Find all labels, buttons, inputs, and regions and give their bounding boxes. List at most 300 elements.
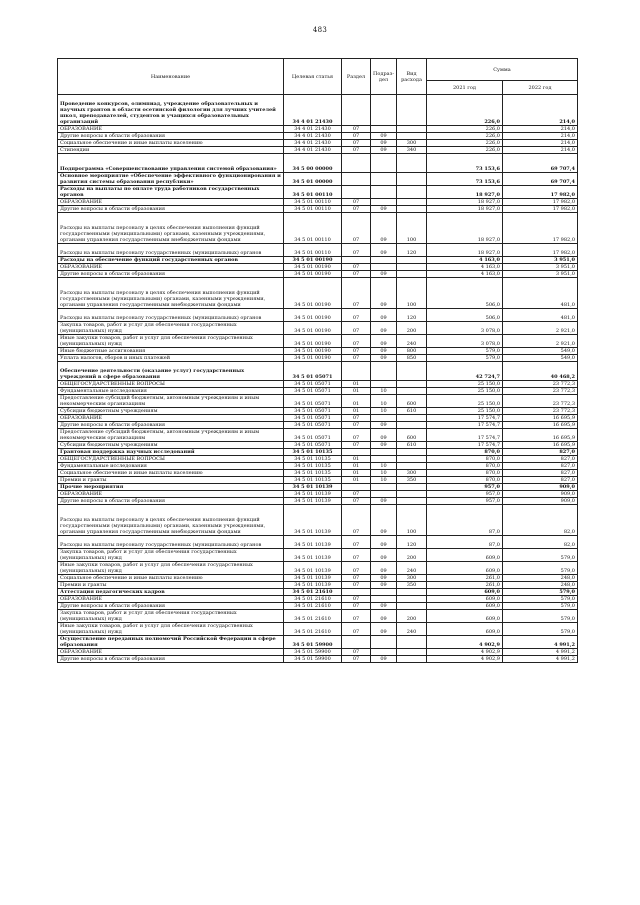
- cell-2022: 40 468,2: [503, 362, 578, 381]
- table-row: [58, 491, 578, 498]
- table-row: [58, 264, 578, 271]
- table-row: [58, 610, 578, 623]
- cell-section: 07: [342, 582, 371, 589]
- cell-2022: 16 695,9: [503, 442, 578, 449]
- cell-subsection: 09: [371, 271, 397, 278]
- cell-2021: 4 163,0: [427, 257, 503, 264]
- cell-subsection: 10: [371, 470, 397, 477]
- cell-target: 34 5 01 05071: [284, 429, 342, 442]
- cell-2022: 248,0: [503, 575, 578, 582]
- cell-expense-type: 100: [397, 505, 427, 536]
- table-row: [58, 422, 578, 429]
- cell-subsection: [371, 636, 397, 649]
- cell-expense-type: 100: [397, 213, 427, 244]
- cell-2022: 827,0: [503, 449, 578, 456]
- cell-subsection: 09: [371, 536, 397, 549]
- cell-name: Закупка товаров, работ и услуг для обеспечения государственных (муниципальных) нужд: [58, 549, 284, 562]
- cell-name: Иные закупки товаров, работ и услуг для обеспечения государственных (муниципальных) нужд: [58, 623, 284, 636]
- cell-target: 34 5 01 00190: [284, 335, 342, 348]
- cell-subsection: [371, 154, 397, 173]
- cell-expense-type: 120: [397, 536, 427, 549]
- cell-subsection: 09: [371, 562, 397, 575]
- cell-name: Другие вопросы в области образования: [58, 271, 284, 278]
- cell-2021: 87,0: [427, 536, 503, 549]
- cell-expense-type: [397, 463, 427, 470]
- cell-name: Расходы на обеспечение функций государственных органов: [58, 257, 284, 264]
- cell-target: 34 5 01 00110: [284, 199, 342, 206]
- header-subsection: Подраз-дел: [371, 59, 397, 95]
- cell-name: ОБРАЗОВАНИЕ: [58, 649, 284, 656]
- cell-subsection: [371, 456, 397, 463]
- cell-expense-type: [397, 456, 427, 463]
- cell-name: Расходы на выплаты персоналу государственных (муниципальных) органов: [58, 244, 284, 257]
- cell-target: 34 5 01 10135: [284, 449, 342, 456]
- cell-name: ОБЩЕГОСУДАРСТВЕННЫЕ ВОПРОСЫ: [58, 456, 284, 463]
- cell-section: 07: [342, 348, 371, 355]
- cell-expense-type: [397, 186, 427, 199]
- cell-subsection: [371, 649, 397, 656]
- cell-2022: 549,0: [503, 355, 578, 362]
- cell-name: Другие вопросы в области образования: [58, 656, 284, 663]
- cell-target: 34 5 01 59900: [284, 636, 342, 649]
- cell-name: Основное мероприятие «Обеспечение эффективного функционирования и развития системы образования республики»: [58, 173, 284, 186]
- cell-2021: 609,0: [427, 562, 503, 575]
- cell-expense-type: 610: [397, 408, 427, 415]
- cell-expense-type: 340: [397, 147, 427, 154]
- cell-2021: 3 078,0: [427, 322, 503, 335]
- cell-2021: 226,0: [427, 126, 503, 133]
- table-row: [58, 656, 578, 663]
- cell-target: 34 5 01 21610: [284, 596, 342, 603]
- cell-subsection: 09: [371, 213, 397, 244]
- table-row: [58, 477, 578, 484]
- cell-2022: 827,0: [503, 470, 578, 477]
- cell-2021: 3 078,0: [427, 335, 503, 348]
- table-row: [58, 140, 578, 147]
- cell-section: 01: [342, 408, 371, 415]
- cell-2022: 481,0: [503, 309, 578, 322]
- header-year-2021: 2021 год: [427, 81, 503, 95]
- cell-expense-type: 850: [397, 355, 427, 362]
- cell-expense-type: [397, 173, 427, 186]
- cell-section: 07: [342, 603, 371, 610]
- cell-target: 34 5 01 10139: [284, 491, 342, 498]
- cell-2021: 609,0: [427, 610, 503, 623]
- cell-name: Расходы на выплаты персоналу государственных (муниципальных) органов: [58, 536, 284, 549]
- cell-expense-type: 200: [397, 322, 427, 335]
- table-row: [58, 589, 578, 596]
- cell-2022: 214,0: [503, 126, 578, 133]
- cell-section: 07: [342, 562, 371, 575]
- cell-subsection: 09: [371, 656, 397, 663]
- cell-2022: 248,0: [503, 582, 578, 589]
- cell-expense-type: [397, 491, 427, 498]
- cell-2021: 579,0: [427, 355, 503, 362]
- cell-section: 07: [342, 140, 371, 147]
- cell-section: 01: [342, 470, 371, 477]
- table-row: [58, 449, 578, 456]
- cell-2021: 87,0: [427, 505, 503, 536]
- cell-name: Другие вопросы в области образования: [58, 206, 284, 213]
- cell-name: Проведение конкурсов, олимпиад, учреждение образовательных и научных грантов в области осетинской филологии для лучших учителей школ, преподавателей, студентов и учащихся образовательных организаций: [58, 95, 284, 126]
- cell-subsection: 10: [371, 395, 397, 408]
- cell-name: Социальное обеспечение и иные выплаты населению: [58, 470, 284, 477]
- cell-target: 34 5 01 10139: [284, 549, 342, 562]
- cell-subsection: 09: [371, 582, 397, 589]
- cell-2022: 909,0: [503, 498, 578, 505]
- cell-2022: 579,0: [503, 562, 578, 575]
- cell-name: ОБРАЗОВАНИЕ: [58, 596, 284, 603]
- table-row: [58, 244, 578, 257]
- cell-subsection: [371, 362, 397, 381]
- cell-section: 07: [342, 213, 371, 244]
- table-row: [58, 335, 578, 348]
- header-sum: Сумма: [427, 59, 578, 81]
- table-row: [58, 549, 578, 562]
- header-section: Раздел: [342, 59, 371, 95]
- table-row: [58, 271, 578, 278]
- cell-section: 07: [342, 442, 371, 449]
- cell-2021: 226,0: [427, 147, 503, 154]
- cell-target: 34 5 01 05071: [284, 381, 342, 388]
- cell-expense-type: [397, 271, 427, 278]
- cell-target: 34 5 01 00190: [284, 264, 342, 271]
- cell-2021: 17 574,7: [427, 442, 503, 449]
- table-row: [58, 186, 578, 199]
- cell-subsection: 09: [371, 575, 397, 582]
- table-row: [58, 649, 578, 656]
- cell-2021: 226,0: [427, 95, 503, 126]
- cell-section: 07: [342, 429, 371, 442]
- cell-2022: 4 991,2: [503, 636, 578, 649]
- cell-name: Расходы на выплаты персоналу в целях обеспечения выполнения функций государственными (муниципальными) органами, казенными учреждениями, органами управления государственными внебюджетными фондами: [58, 213, 284, 244]
- cell-2022: 69 707,4: [503, 154, 578, 173]
- cell-target: 34 4 01 21430: [284, 133, 342, 140]
- table-header: [58, 59, 578, 95]
- table-row: [58, 429, 578, 442]
- cell-subsection: [371, 186, 397, 199]
- cell-2021: 17 574,7: [427, 422, 503, 429]
- cell-2022: 2 921,0: [503, 322, 578, 335]
- cell-expense-type: [397, 199, 427, 206]
- cell-target: 34 5 01 10139: [284, 498, 342, 505]
- cell-section: 07: [342, 309, 371, 322]
- cell-subsection: [371, 491, 397, 498]
- cell-section: 01: [342, 395, 371, 408]
- cell-2022: 481,0: [503, 278, 578, 309]
- cell-name: ОБЩЕГОСУДАРСТВЕННЫЕ ВОПРОСЫ: [58, 381, 284, 388]
- cell-target: 34 5 01 00190: [284, 348, 342, 355]
- cell-section: 01: [342, 456, 371, 463]
- cell-name: Стипендии: [58, 147, 284, 154]
- cell-2021: 4 902,9: [427, 656, 503, 663]
- cell-name: Предоставление субсидий бюджетным, автономным учреждениям и иным некоммерческим организациям: [58, 429, 284, 442]
- cell-expense-type: 200: [397, 610, 427, 623]
- cell-expense-type: [397, 498, 427, 505]
- table-row: [58, 133, 578, 140]
- table-row: [58, 484, 578, 491]
- cell-2021: 18 927,0: [427, 199, 503, 206]
- cell-target: 34 5 01 00110: [284, 186, 342, 199]
- cell-name: Премии и гранты: [58, 582, 284, 589]
- cell-section: 07: [342, 244, 371, 257]
- table-row: [58, 582, 578, 589]
- cell-expense-type: 300: [397, 140, 427, 147]
- cell-subsection: [371, 257, 397, 264]
- cell-section: [342, 449, 371, 456]
- cell-2022: 827,0: [503, 456, 578, 463]
- cell-expense-type: 600: [397, 429, 427, 442]
- cell-2021: 870,0: [427, 449, 503, 456]
- cell-target: 34 5 01 00190: [284, 278, 342, 309]
- cell-target: 34 5 01 10139: [284, 575, 342, 582]
- cell-target: 34 5 01 00190: [284, 309, 342, 322]
- cell-2022: 909,0: [503, 484, 578, 491]
- cell-2022: 16 695,9: [503, 422, 578, 429]
- cell-section: 07: [342, 264, 371, 271]
- cell-name: Другие вопросы в области образования: [58, 133, 284, 140]
- cell-2022: 17 982,0: [503, 186, 578, 199]
- cell-target: 34 5 01 10139: [284, 536, 342, 549]
- cell-expense-type: [397, 126, 427, 133]
- cell-name: Закупка товаров, работ и услуг для обеспечения государственных (муниципальных) нужд: [58, 322, 284, 335]
- cell-section: 07: [342, 271, 371, 278]
- cell-section: 07: [342, 133, 371, 140]
- cell-target: 34 5 01 05071: [284, 442, 342, 449]
- cell-section: 07: [342, 498, 371, 505]
- cell-target: 34 5 01 21610: [284, 623, 342, 636]
- table-row: [58, 348, 578, 355]
- cell-section: 07: [342, 649, 371, 656]
- table-row: [58, 603, 578, 610]
- cell-expense-type: 120: [397, 309, 427, 322]
- cell-section: 07: [342, 322, 371, 335]
- cell-name: Премии и гранты: [58, 477, 284, 484]
- table-row: [58, 395, 578, 408]
- cell-section: [342, 362, 371, 381]
- table-row: [58, 415, 578, 422]
- cell-section: 01: [342, 388, 371, 395]
- cell-target: 34 5 01 21610: [284, 610, 342, 623]
- cell-subsection: 10: [371, 388, 397, 395]
- cell-2022: 23 772,3: [503, 408, 578, 415]
- cell-name: Закупка товаров, работ и услуг для обеспечения государственных (муниципальных) нужд: [58, 610, 284, 623]
- cell-target: 34 5 01 00110: [284, 213, 342, 244]
- cell-subsection: [371, 381, 397, 388]
- table-row: [58, 463, 578, 470]
- cell-name: Фундаментальные исследования: [58, 463, 284, 470]
- cell-section: [342, 257, 371, 264]
- cell-2022: 16 695,9: [503, 415, 578, 422]
- cell-subsection: 10: [371, 463, 397, 470]
- cell-2021: 870,0: [427, 463, 503, 470]
- cell-2022: 17 982,0: [503, 206, 578, 213]
- table-row: [58, 623, 578, 636]
- cell-section: 07: [342, 415, 371, 422]
- header-name: Наименование: [58, 59, 284, 95]
- cell-expense-type: [397, 636, 427, 649]
- cell-2021: 957,0: [427, 491, 503, 498]
- cell-2021: 25 150,0: [427, 395, 503, 408]
- table-body: [58, 95, 578, 663]
- cell-2022: 2 921,0: [503, 335, 578, 348]
- cell-2022: 23 772,3: [503, 388, 578, 395]
- cell-subsection: [371, 415, 397, 422]
- table-row: [58, 95, 578, 126]
- cell-section: [342, 95, 371, 126]
- table-row: [58, 206, 578, 213]
- table-row: [58, 388, 578, 395]
- cell-target: 34 5 01 00190: [284, 322, 342, 335]
- cell-name: Социальное обеспечение и иные выплаты населению: [58, 575, 284, 582]
- cell-2021: 870,0: [427, 456, 503, 463]
- cell-2021: 609,0: [427, 623, 503, 636]
- cell-expense-type: [397, 656, 427, 663]
- cell-expense-type: 240: [397, 623, 427, 636]
- cell-2021: 226,0: [427, 140, 503, 147]
- cell-section: [342, 484, 371, 491]
- cell-expense-type: [397, 257, 427, 264]
- cell-target: 34 5 01 00190: [284, 257, 342, 264]
- cell-subsection: 09: [371, 442, 397, 449]
- cell-section: [342, 154, 371, 173]
- cell-subsection: [371, 199, 397, 206]
- cell-section: [342, 636, 371, 649]
- table-row: [58, 199, 578, 206]
- cell-2022: 579,0: [503, 603, 578, 610]
- cell-name: Фундаментальные исследования: [58, 388, 284, 395]
- cell-target: 34 5 01 21610: [284, 589, 342, 596]
- cell-2021: 957,0: [427, 484, 503, 491]
- table-row: [58, 257, 578, 264]
- cell-target: 34 5 01 05071: [284, 362, 342, 381]
- cell-target: 34 5 01 59900: [284, 656, 342, 663]
- cell-name: Иные бюджетные ассигнования: [58, 348, 284, 355]
- cell-name: Предоставление субсидий бюджетным, автономным учреждениям и иным некоммерческим организациям: [58, 395, 284, 408]
- cell-name: Субсидии бюджетным учреждениям: [58, 408, 284, 415]
- cell-2021: 226,0: [427, 133, 503, 140]
- cell-2022: 17 982,0: [503, 213, 578, 244]
- cell-2021: 609,0: [427, 589, 503, 596]
- cell-section: 07: [342, 505, 371, 536]
- cell-section: 07: [342, 355, 371, 362]
- cell-target: 34 5 01 10139: [284, 562, 342, 575]
- cell-2021: 609,0: [427, 596, 503, 603]
- cell-2022: 827,0: [503, 463, 578, 470]
- cell-2022: 214,0: [503, 140, 578, 147]
- cell-target: 34 5 01 00190: [284, 355, 342, 362]
- cell-expense-type: 120: [397, 244, 427, 257]
- cell-name: Субсидии бюджетным учреждениям: [58, 442, 284, 449]
- cell-expense-type: [397, 649, 427, 656]
- cell-2022: 23 772,3: [503, 395, 578, 408]
- table-row: [58, 505, 578, 536]
- cell-subsection: [371, 126, 397, 133]
- cell-section: 07: [342, 206, 371, 213]
- cell-2022: 3 951,0: [503, 264, 578, 271]
- cell-target: 34 5 01 05071: [284, 415, 342, 422]
- cell-2022: 549,0: [503, 348, 578, 355]
- cell-target: 34 5 01 10139: [284, 484, 342, 491]
- cell-expense-type: [397, 95, 427, 126]
- cell-name: ОБРАЗОВАНИЕ: [58, 199, 284, 206]
- cell-expense-type: [397, 388, 427, 395]
- cell-target: 34 5 01 00190: [284, 271, 342, 278]
- cell-target: 34 5 01 05071: [284, 408, 342, 415]
- cell-2021: 506,0: [427, 278, 503, 309]
- cell-name: Обеспечение деятельности (оказание услуг) государственных учреждений в сфере образования: [58, 362, 284, 381]
- cell-section: 01: [342, 381, 371, 388]
- cell-2022: 214,0: [503, 95, 578, 126]
- cell-target: 34 5 01 59900: [284, 649, 342, 656]
- cell-subsection: [371, 484, 397, 491]
- table-row: [58, 498, 578, 505]
- cell-2022: 3 951,0: [503, 257, 578, 264]
- cell-name: Расходы на выплаты персоналу в целях обеспечения выполнения функций государственными (муниципальными) органами, казенными учреждениями, органами управления государственными внебюджетными фондами: [58, 505, 284, 536]
- cell-2021: 4 163,0: [427, 271, 503, 278]
- cell-expense-type: 300: [397, 575, 427, 582]
- cell-expense-type: [397, 362, 427, 381]
- cell-2021: 73 153,6: [427, 154, 503, 173]
- cell-2021: 609,0: [427, 603, 503, 610]
- cell-section: 07: [342, 575, 371, 582]
- cell-2022: 16 695,9: [503, 429, 578, 442]
- cell-name: Аттестация педагогических кадров: [58, 589, 284, 596]
- cell-section: 07: [342, 126, 371, 133]
- cell-subsection: 09: [371, 147, 397, 154]
- cell-subsection: 09: [371, 309, 397, 322]
- cell-2021: 957,0: [427, 498, 503, 505]
- cell-subsection: 09: [371, 206, 397, 213]
- cell-subsection: 09: [371, 549, 397, 562]
- cell-2022: 82,0: [503, 536, 578, 549]
- cell-subsection: 09: [371, 335, 397, 348]
- cell-2021: 261,0: [427, 582, 503, 589]
- cell-expense-type: [397, 422, 427, 429]
- cell-2021: 42 724,7: [427, 362, 503, 381]
- cell-section: 01: [342, 477, 371, 484]
- cell-name: Иные закупки товаров, работ и услуг для обеспечения государственных (муниципальных) нужд: [58, 562, 284, 575]
- cell-section: [342, 589, 371, 596]
- cell-2021: 4 163,0: [427, 264, 503, 271]
- cell-expense-type: 100: [397, 278, 427, 309]
- cell-expense-type: [397, 415, 427, 422]
- cell-subsection: 09: [371, 422, 397, 429]
- cell-name: Иные закупки товаров, работ и услуг для обеспечения государственных (муниципальных) нужд: [58, 335, 284, 348]
- cell-2022: 23 772,3: [503, 381, 578, 388]
- cell-subsection: 09: [371, 278, 397, 309]
- cell-2022: 827,0: [503, 477, 578, 484]
- cell-expense-type: [397, 596, 427, 603]
- cell-name: ОБРАЗОВАНИЕ: [58, 415, 284, 422]
- cell-subsection: [371, 95, 397, 126]
- cell-expense-type: [397, 133, 427, 140]
- cell-expense-type: [397, 154, 427, 173]
- cell-subsection: 10: [371, 408, 397, 415]
- cell-expense-type: [397, 381, 427, 388]
- cell-target: 34 5 01 10139: [284, 505, 342, 536]
- cell-target: 34 5 01 10135: [284, 456, 342, 463]
- cell-2021: 870,0: [427, 477, 503, 484]
- cell-2022: 579,0: [503, 549, 578, 562]
- cell-expense-type: [397, 449, 427, 456]
- cell-target: 34 4 01 21430: [284, 95, 342, 126]
- table-row: [58, 154, 578, 173]
- table-row: [58, 362, 578, 381]
- cell-2022: 17 982,0: [503, 244, 578, 257]
- cell-name: ОБРАЗОВАНИЕ: [58, 491, 284, 498]
- header-target: Целевая статья: [284, 59, 342, 95]
